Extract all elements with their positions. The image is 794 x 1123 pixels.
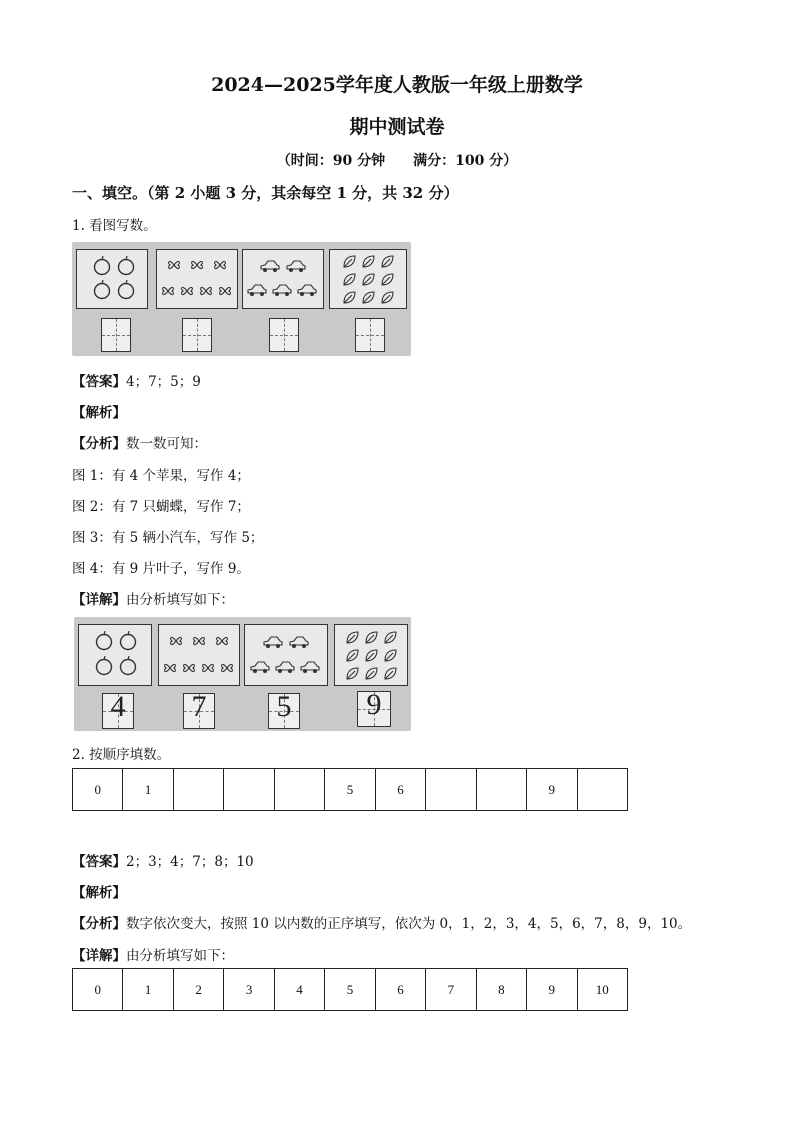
- answer-box[interactable]: [101, 318, 131, 352]
- picture-panel-cars: [242, 249, 324, 309]
- q2-question: 2. 按顺序填数。: [72, 747, 171, 763]
- page-title: 2024—2025学年度人教版一年级上册数学: [211, 74, 583, 96]
- q2-answer: 【答案】2；3；4；7；8；10: [72, 854, 254, 870]
- table-cell: 0: [73, 769, 123, 811]
- butterfly-icon: [215, 634, 229, 648]
- table-cell: 6: [375, 769, 425, 811]
- picture-panel-apples: [78, 624, 152, 686]
- picture-panel-leaves: [334, 624, 408, 686]
- q2-detail: 【详解】由分析填写如下：: [72, 948, 234, 964]
- table-cell: 9: [527, 769, 577, 811]
- car-icon: [259, 260, 281, 273]
- butterfly-icon: [190, 258, 204, 272]
- answer-box[interactable]: [269, 318, 299, 352]
- filled-digit: 5: [276, 690, 292, 723]
- table-cell: 6: [375, 969, 425, 1011]
- leaf-icon: [380, 290, 395, 305]
- filled-digit: 9: [366, 688, 382, 721]
- table-cell[interactable]: [224, 769, 274, 811]
- car-icon: [296, 284, 318, 297]
- butterfly-icon: [220, 661, 234, 675]
- exam-meta: （时间：90 分钟 满分：100 分）: [276, 153, 518, 169]
- leaf-icon: [361, 272, 376, 287]
- leaf-icon: [383, 648, 398, 663]
- car-icon: [262, 636, 284, 649]
- car-icon: [249, 661, 271, 674]
- butterfly-icon: [213, 258, 227, 272]
- butterfly-icon: [161, 284, 175, 298]
- table-row: [73, 969, 628, 1011]
- table-row: [73, 769, 628, 811]
- car-icon: [246, 284, 268, 297]
- q1-answer: 【答案】4；7；5；9: [72, 374, 201, 390]
- apple-icon: [93, 256, 111, 276]
- apple-icon: [117, 280, 135, 300]
- q2-fenxi: 【分析】数字依次变大，按照 10 以内数的正序填写，依次为 0，1，2，3，4，5，6，7，8，9，10。: [72, 916, 692, 932]
- leaf-icon: [361, 254, 376, 269]
- table-cell: 9: [527, 969, 577, 1011]
- table-cell: 1: [123, 769, 173, 811]
- table-cell: 7: [426, 969, 476, 1011]
- leaf-icon: [383, 630, 398, 645]
- q1-picture: [72, 242, 411, 356]
- picture-panel-cars: [244, 624, 328, 686]
- q1-line-2: 图 2：有 7 只蝴蝶，写作 7；: [72, 499, 250, 515]
- butterfly-icon: [192, 634, 206, 648]
- table-cell: 10: [577, 969, 627, 1011]
- leaf-icon: [345, 630, 360, 645]
- leaf-icon: [345, 666, 360, 681]
- car-icon: [288, 636, 310, 649]
- picture-panel-butterflies: [156, 249, 238, 309]
- table-cell: 5: [325, 769, 375, 811]
- q2-analysis-label: 【解析】: [72, 885, 126, 901]
- section-heading: 一、填空。（第 2 小题 3 分，其余每空 1 分，共 32 分）: [72, 184, 459, 202]
- leaf-icon: [342, 254, 357, 269]
- answer-box: [183, 690, 215, 729]
- butterfly-icon: [163, 661, 177, 675]
- filled-digit: 7: [191, 690, 207, 723]
- butterfly-icon: [218, 284, 232, 298]
- answer-box[interactable]: [355, 318, 385, 352]
- table-cell[interactable]: [426, 769, 476, 811]
- page-subtitle: 期中测试卷: [349, 116, 445, 138]
- car-icon: [299, 661, 321, 674]
- table-cell[interactable]: [577, 769, 627, 811]
- picture-panel-leaves: [329, 249, 407, 309]
- table-cell: 2: [173, 969, 223, 1011]
- q1-detail: 【详解】由分析填写如下：: [72, 592, 234, 608]
- leaf-icon: [364, 666, 379, 681]
- table-cell: 1: [123, 969, 173, 1011]
- q2-blank-table: [72, 768, 628, 811]
- table-cell[interactable]: [476, 769, 526, 811]
- apple-icon: [95, 631, 113, 651]
- apple-icon: [117, 256, 135, 276]
- picture-panel-butterflies: [158, 624, 240, 686]
- answer-box: [268, 690, 300, 729]
- car-icon: [285, 260, 307, 273]
- q1-analysis-label: 【解析】: [72, 405, 126, 421]
- q2-filled-table: [72, 968, 628, 1011]
- table-cell: 0: [73, 969, 123, 1011]
- butterfly-icon: [169, 634, 183, 648]
- butterfly-icon: [182, 661, 196, 675]
- leaf-icon: [380, 254, 395, 269]
- q1-question: 1. 看图写数。: [72, 218, 157, 234]
- answer-box[interactable]: [182, 318, 212, 352]
- table-cell[interactable]: [274, 769, 324, 811]
- leaf-icon: [345, 648, 360, 663]
- q1-line-3: 图 3：有 5 辆小汽车，写作 5；: [72, 530, 264, 546]
- q1-line-1: 图 1：有 4 个苹果，写作 4；: [72, 468, 250, 484]
- apple-icon: [95, 656, 113, 676]
- leaf-icon: [342, 290, 357, 305]
- apple-icon: [119, 631, 137, 651]
- answer-box: [357, 688, 391, 727]
- leaf-icon: [361, 290, 376, 305]
- butterfly-icon: [201, 661, 215, 675]
- filled-digit: 4: [110, 690, 126, 723]
- leaf-icon: [364, 648, 379, 663]
- leaf-icon: [383, 666, 398, 681]
- leaf-icon: [364, 630, 379, 645]
- table-cell[interactable]: [173, 769, 223, 811]
- table-cell: 8: [476, 969, 526, 1011]
- car-icon: [271, 284, 293, 297]
- leaf-icon: [380, 272, 395, 287]
- car-icon: [274, 661, 296, 674]
- leaf-icon: [342, 272, 357, 287]
- butterfly-icon: [167, 258, 181, 272]
- apple-icon: [93, 280, 111, 300]
- table-cell: 3: [224, 969, 274, 1011]
- butterfly-icon: [180, 284, 194, 298]
- butterfly-icon: [199, 284, 213, 298]
- q1-picture-filled: [74, 617, 411, 731]
- table-cell: 5: [325, 969, 375, 1011]
- table-cell: 4: [274, 969, 324, 1011]
- q1-line-4: 图 4：有 9 片叶子，写作 9。: [72, 561, 250, 577]
- apple-icon: [119, 656, 137, 676]
- q1-fenxi: 【分析】数一数可知：: [72, 436, 207, 452]
- answer-box: [102, 690, 134, 729]
- picture-panel-apples: [76, 249, 148, 309]
